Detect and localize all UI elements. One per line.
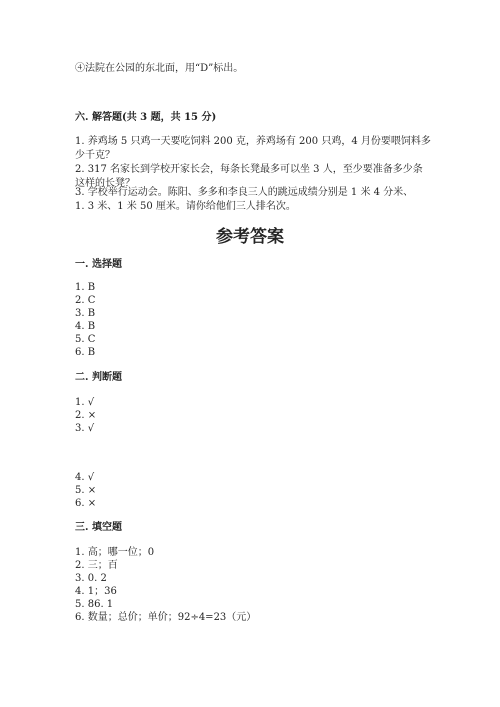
answer-item: 5. 86. 1 bbox=[75, 599, 114, 610]
answer-item: 2. 三；百 bbox=[75, 560, 118, 571]
section-heading-6: 六. 解答题(共 3 题，共 15 分) bbox=[75, 112, 217, 123]
question-line: 少千克？ bbox=[75, 150, 115, 161]
answer-item: 1. √ bbox=[75, 397, 95, 408]
answer-item: 5. × bbox=[75, 485, 97, 496]
question-line: 2. 317 名家长到学校开家长会，每条长凳最多可以坐 3 人，至少要准备多少条 bbox=[75, 164, 423, 175]
question-line: 1. 3 米、1 米 50 厘米。请你给他们三人排名次。 bbox=[75, 201, 296, 212]
section-heading-2: 二. 判断题 bbox=[75, 372, 122, 383]
answer-item: 6. B bbox=[75, 347, 96, 358]
answer-item: 3. B bbox=[75, 308, 96, 319]
answer-item: 5. C bbox=[75, 334, 96, 345]
answer-item: 2. C bbox=[75, 295, 96, 306]
answer-item: 2. × bbox=[75, 410, 97, 421]
section-heading-1: 一. 选择题 bbox=[75, 259, 122, 270]
answer-item: 6. × bbox=[75, 498, 97, 509]
question-line: 1. 养鸡场 5 只鸡一天要吃饲料 200 克，养鸡场有 200 只鸡，4 月份要喂饲料多 bbox=[75, 136, 431, 147]
answer-item: 4. 1；36 bbox=[75, 586, 117, 597]
answer-item: 4. √ bbox=[75, 472, 95, 483]
answer-item: 6. 数量；总价；单价；92÷4=23（元） bbox=[75, 612, 257, 623]
answer-item: 1. B bbox=[75, 282, 96, 293]
answer-item: 3. 0. 2 bbox=[75, 573, 107, 584]
section-heading-3: 三. 填空题 bbox=[75, 522, 122, 533]
question-line: 这样的长凳？ bbox=[75, 178, 135, 189]
answer-item: 4. B bbox=[75, 321, 96, 332]
question-item-4: ④法院在公园的东北面，用“D”标出。 bbox=[75, 63, 244, 74]
answers-title: 参考答案 bbox=[216, 227, 284, 247]
answer-item: 1. 高；哪一位；0 bbox=[75, 547, 155, 558]
question-line: 3. 学校举行运动会。陈阳、多多和李良三人的跳远成绩分别是 1 米 4 分米、 bbox=[75, 187, 414, 198]
answer-item: 3. √ bbox=[75, 423, 95, 434]
